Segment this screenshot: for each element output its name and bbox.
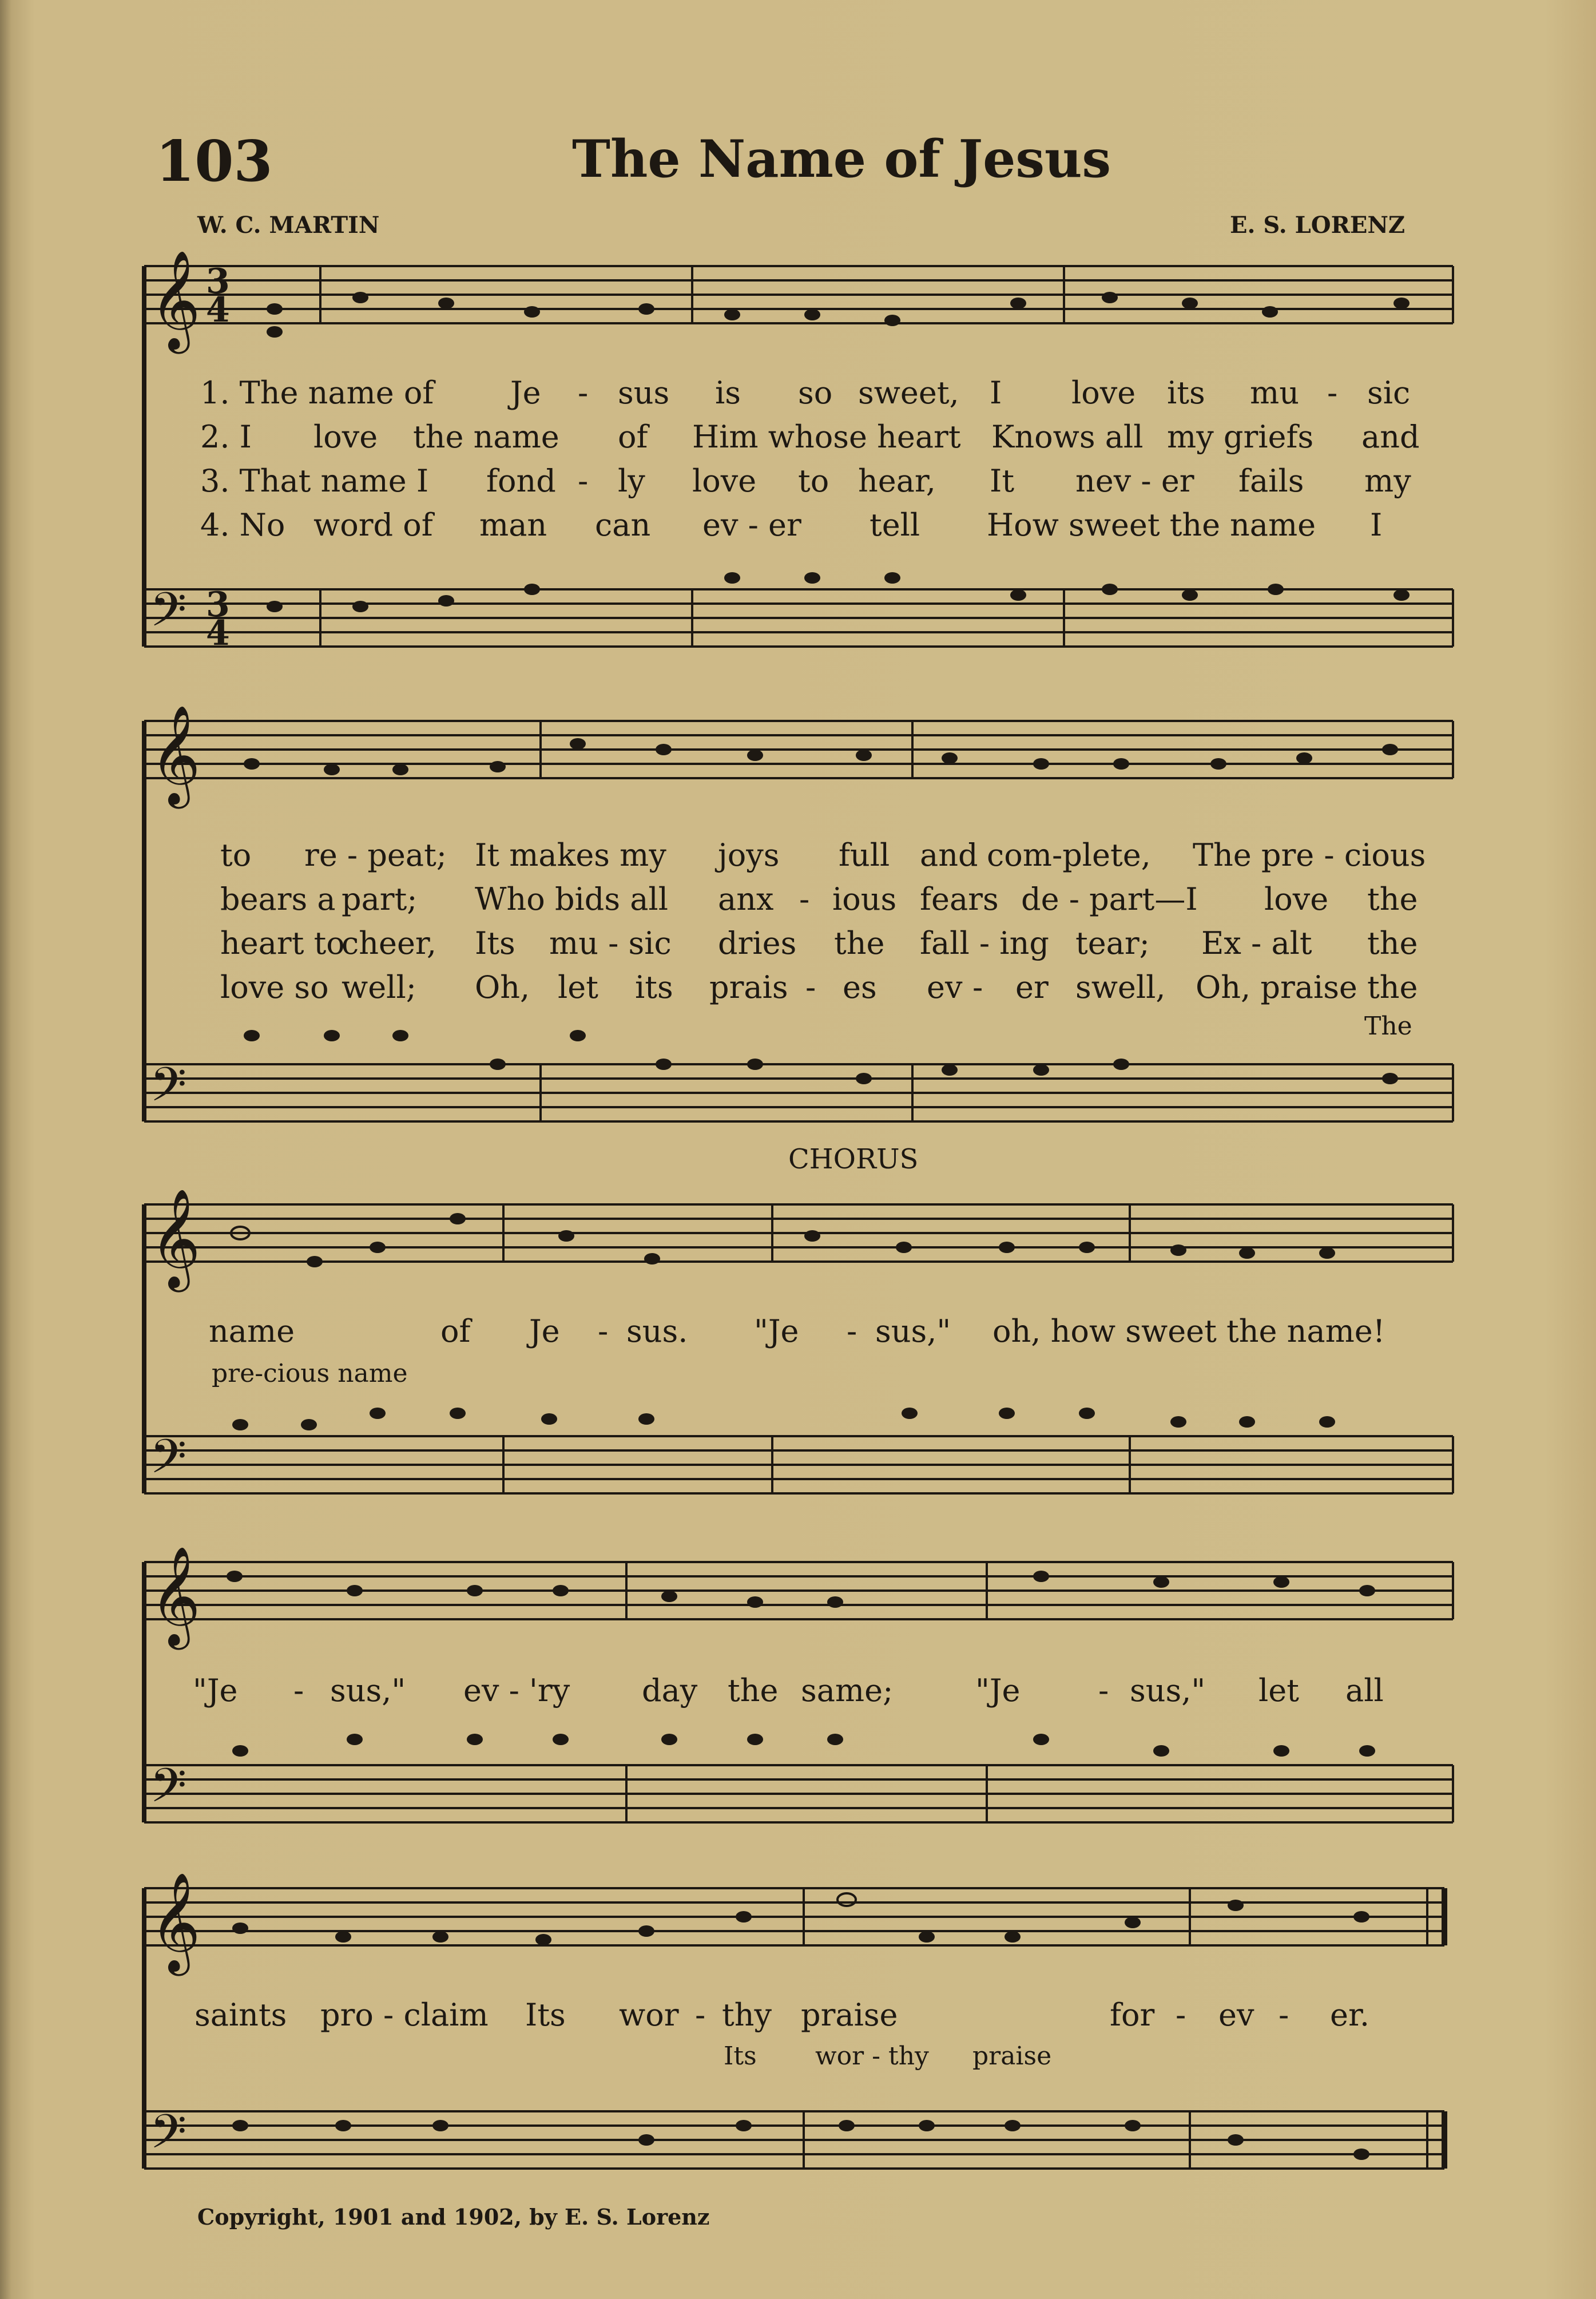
lyric: "Je — [975, 1672, 1021, 1709]
lyric: - — [799, 881, 810, 917]
system2-staves — [144, 721, 1453, 1121]
lyric: let — [558, 969, 598, 1005]
lyric: - — [1279, 1997, 1289, 2033]
lyric: sus," — [330, 1672, 406, 1709]
lyric: my griefs — [1167, 419, 1314, 455]
lyric: is — [715, 375, 741, 411]
lyric: man — [479, 507, 547, 543]
lyric: can — [595, 507, 651, 543]
lyric: - — [972, 969, 983, 1005]
lyric: word of — [313, 507, 433, 543]
lyric: well; — [342, 969, 416, 1005]
lyric: for — [1110, 1997, 1155, 2033]
lyric: com-plete, — [987, 837, 1151, 873]
lyric: - — [1098, 1672, 1109, 1709]
lyric: tear; — [1075, 925, 1150, 961]
lyric: sus," — [1130, 1672, 1206, 1709]
bass-clef-icon: 𝄢 — [150, 582, 187, 649]
lyric: wor — [619, 1997, 679, 2033]
lyric: the — [728, 1672, 779, 1709]
chorus-label: CHORUS — [788, 1143, 919, 1175]
lyric: pro - claim — [320, 1997, 489, 2033]
lyric: ev — [1218, 1997, 1254, 2033]
lyric: fails — [1238, 463, 1304, 499]
lyric: er. — [1330, 1997, 1370, 2033]
verse1-line1 — [200, 375, 434, 411]
lyric: sus — [618, 375, 670, 411]
bass-lyric: wor - thy — [815, 2042, 929, 2071]
lyric: of — [618, 419, 648, 455]
lyric: and — [920, 837, 978, 873]
bass-lyric: pre-cious name — [212, 1359, 408, 1388]
lyric: day — [642, 1672, 698, 1709]
lyric: my — [1364, 463, 1411, 499]
lyric: Who bids all — [475, 881, 668, 917]
lyric: 4. No — [200, 507, 285, 543]
svg-text:𝄞: 𝄞 — [150, 1188, 201, 1288]
lyric: prais — [709, 969, 788, 1005]
svg-text:𝄞: 𝄞 — [150, 1872, 201, 1972]
lyric: ious — [832, 881, 897, 917]
lyric: It — [990, 463, 1015, 499]
lyric: - — [1176, 1997, 1186, 2033]
lyric: sus," — [875, 1313, 951, 1349]
hymn-title: The Name of Jesus — [572, 129, 1111, 189]
lyricist-credit: W. C. MARTIN — [197, 212, 380, 239]
lyric: - — [293, 1672, 304, 1709]
svg-text:3: 3 — [206, 261, 230, 302]
lyric: thy — [722, 1997, 772, 2033]
lyric: same; — [801, 1672, 894, 1709]
lyric: sic — [1367, 375, 1411, 411]
lyric: - — [598, 1313, 609, 1349]
copyright-notice: Copyright, 1901 and 1902, by E. S. Lorenz — [197, 2204, 710, 2230]
lyric: Oh, — [475, 969, 530, 1005]
lyric: Ex - alt — [1201, 925, 1312, 961]
lyric: fears — [920, 881, 999, 917]
bass-lyric: The — [1364, 1012, 1412, 1041]
lyric: How sweet the — [987, 507, 1221, 543]
lyric: of — [440, 1313, 471, 1349]
bass-lyric: praise — [972, 2042, 1052, 2071]
lyric: It makes my — [475, 837, 666, 873]
lyric: the — [834, 925, 885, 961]
svg-text:𝄞: 𝄞 — [150, 705, 201, 804]
lyric: Knows all — [991, 419, 1144, 455]
lyric: er — [1015, 969, 1049, 1005]
lyric: cheer, — [342, 925, 436, 961]
lyric: love — [313, 419, 378, 455]
lyric: Oh, praise the — [1196, 969, 1418, 1005]
svg-text:𝄢: 𝄢 — [150, 1057, 187, 1124]
lyric: joys — [718, 837, 780, 873]
lyric: sus. — [626, 1313, 688, 1349]
system1-bass-staff — [144, 589, 1453, 647]
lyric: - — [805, 969, 816, 1005]
lyric: Its — [525, 1997, 566, 2033]
lyric: its — [1167, 375, 1205, 411]
lyric: oh, how sweet the name! — [992, 1313, 1385, 1349]
lyric: The pre - cious — [1193, 837, 1426, 873]
lyric: part; — [342, 881, 418, 917]
lyric: "Je — [754, 1313, 799, 1349]
lyric: ev - er — [702, 507, 801, 543]
svg-text:𝄞: 𝄞 — [150, 1546, 201, 1646]
lyric: I — [1370, 507, 1383, 543]
lyric: nev - er — [1075, 463, 1194, 499]
lyric: to — [220, 837, 252, 873]
lyric: - — [578, 375, 589, 411]
lyric: "Je — [193, 1672, 238, 1709]
treble-clef-icon: 𝄞 — [150, 250, 201, 350]
composer-credit: E. S. LORENZ — [1230, 212, 1406, 239]
lyric: de - part—I — [1021, 881, 1198, 917]
lyric: praise — [801, 1997, 898, 2033]
svg-text:4: 4 — [206, 613, 230, 653]
lyric: name — [209, 1313, 295, 1349]
lyric: hear, — [858, 463, 936, 499]
lyric: tell — [870, 507, 920, 543]
lyric: love — [1264, 881, 1329, 917]
lyric: the name — [413, 419, 559, 455]
lyric: the — [1367, 925, 1418, 961]
lyric: heart to — [220, 925, 345, 961]
hymn-number: 103 — [156, 129, 273, 195]
lyric: Je — [529, 1313, 560, 1349]
lyric: ly — [618, 463, 645, 499]
svg-text:𝄢: 𝄢 — [150, 1429, 187, 1496]
lyric: love — [692, 463, 757, 499]
lyric: name — [1230, 507, 1316, 543]
svg-text:4: 4 — [206, 290, 230, 330]
lyric: anx — [718, 881, 774, 917]
lyric: 2. I — [200, 419, 252, 455]
lyric: so — [798, 375, 833, 411]
lyric: fall - ing — [920, 925, 1049, 961]
lyric: - — [847, 1313, 857, 1349]
lyric: - — [578, 463, 589, 499]
lyric: full — [839, 837, 890, 873]
lyric: all — [1345, 1672, 1384, 1709]
bass-lyric: Its — [724, 2042, 757, 2071]
lyric: swell, — [1075, 969, 1166, 1005]
lyric: love — [1071, 375, 1136, 411]
lyric: I — [990, 375, 1002, 411]
lyric: its — [635, 969, 673, 1005]
lyric: dries — [718, 925, 797, 961]
lyric: 3. That name I — [200, 463, 429, 499]
lyric: - — [695, 1997, 706, 2033]
lyric: ev - 'ry — [463, 1672, 570, 1709]
svg-text:𝄢: 𝄢 — [150, 1758, 187, 1825]
lyric: mu — [1250, 375, 1299, 411]
lyric: Je — [510, 375, 541, 411]
lyric: the — [1367, 881, 1418, 917]
lyric: - — [1327, 375, 1338, 411]
svg-text:3: 3 — [206, 585, 230, 625]
lyric: to — [798, 463, 829, 499]
lyric: Its — [475, 925, 515, 961]
lyric: saints — [194, 1997, 287, 2033]
lyric: and — [1361, 419, 1420, 455]
lyric: es — [843, 969, 877, 1005]
lyric: love so — [220, 969, 329, 1005]
lyric: ev — [927, 969, 963, 1005]
lyric: Him whose heart — [692, 419, 961, 455]
lyric: let — [1258, 1672, 1299, 1709]
lyric: bears a — [220, 881, 336, 917]
lyric: sweet, — [858, 375, 959, 411]
svg-text:𝄢: 𝄢 — [150, 2104, 187, 2171]
lyric: 1. The name of — [200, 375, 434, 411]
lyric: re - peat; — [304, 837, 447, 873]
lyric: mu - sic — [549, 925, 672, 961]
lyric: fond — [486, 463, 556, 499]
